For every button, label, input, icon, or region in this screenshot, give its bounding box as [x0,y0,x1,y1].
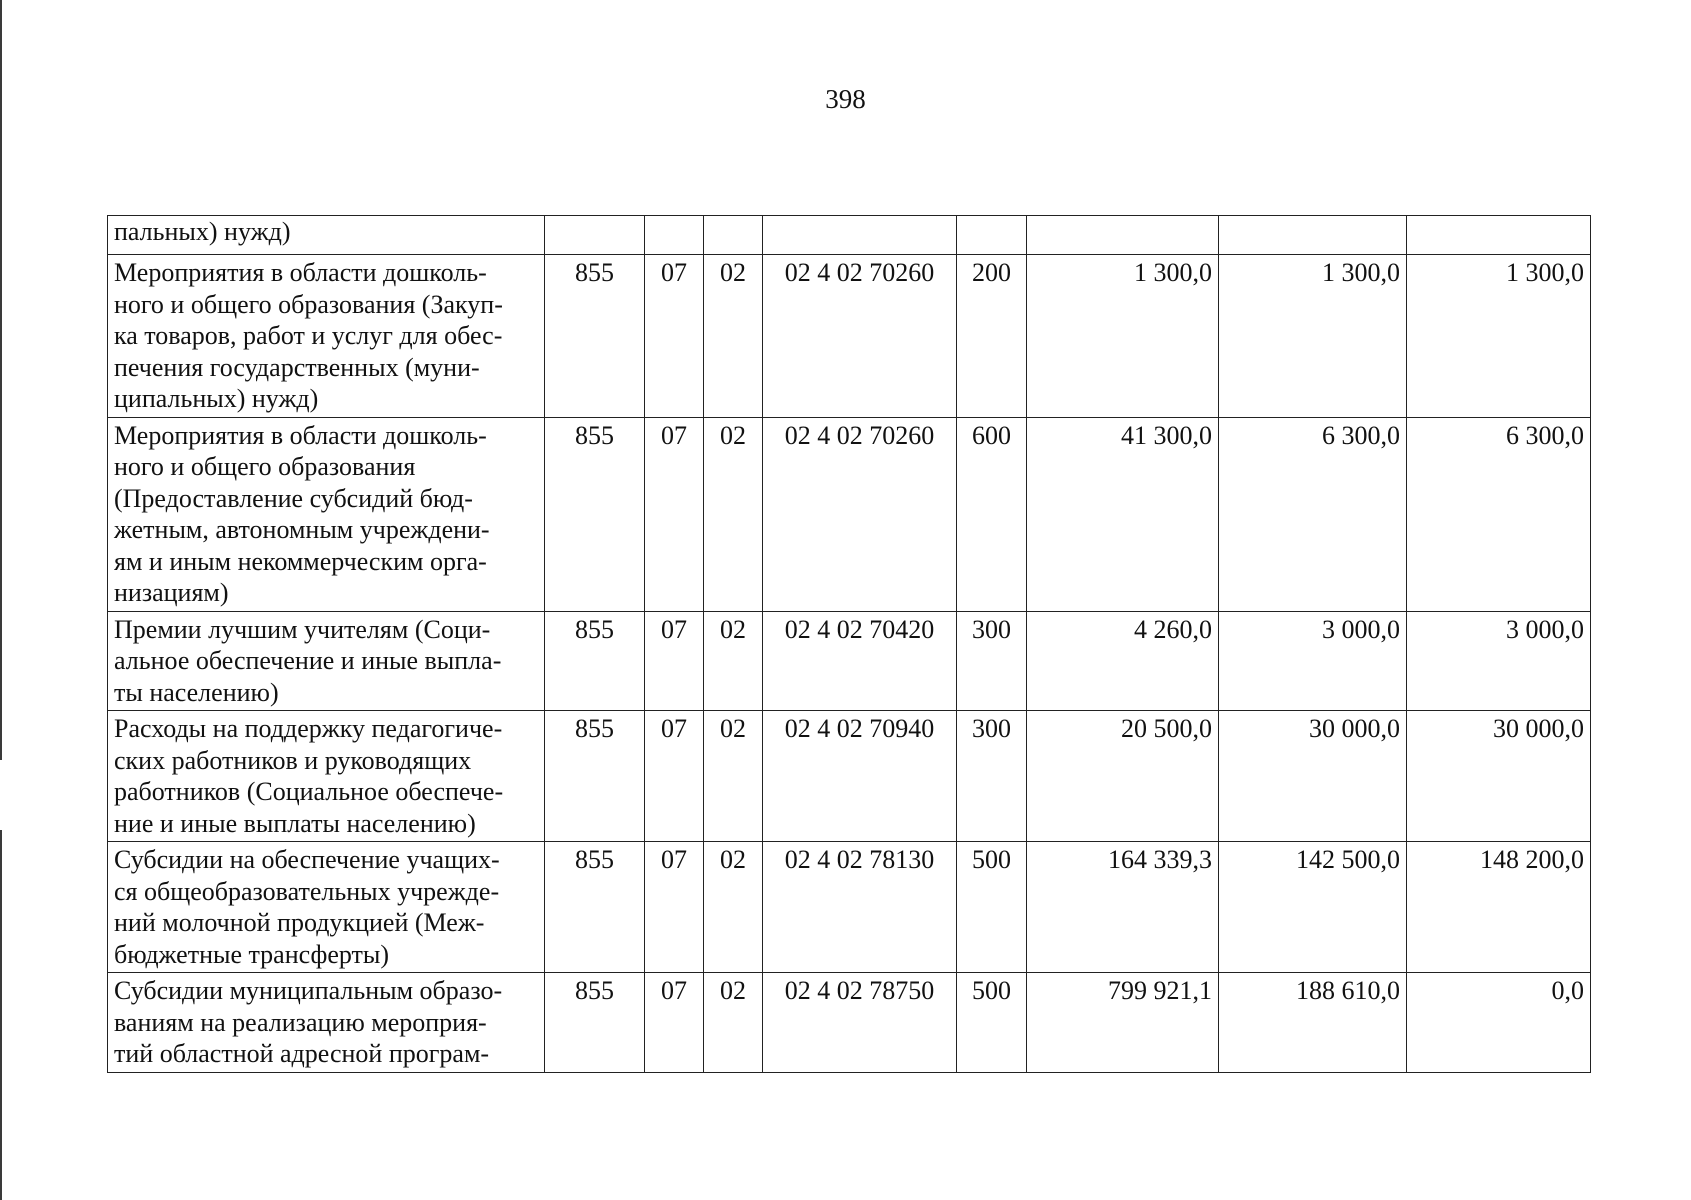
ministry-code-cell: 855 [545,417,645,611]
section-code-cell: 07 [645,842,704,973]
expense-name-cell [108,842,545,973]
ministry-code-cell [545,216,645,255]
amount-year-2-cell: 6 300,0 [1219,417,1407,611]
target-article-cell: 02 4 02 70420 [763,611,957,711]
section-code-cell [645,216,704,255]
expense-name-cell [108,711,545,842]
subsection-code-cell: 02 [704,611,763,711]
expense-type-cell: 300 [957,711,1027,842]
scan-edge-gap [0,760,2,830]
expense-type-cell: 500 [957,973,1027,1073]
expense-name-cell [108,255,545,418]
amount-year-1-cell: 164 339,3 [1027,842,1219,973]
expense-name-line: жетным, автономным учреждени- [114,515,490,544]
amount-year-2-cell [1219,216,1407,255]
table-row [108,842,1591,973]
table-body [108,216,1591,1073]
expense-name-line: Мероприятия в области дошколь- [114,420,487,450]
expense-name-line: работников (Социальное обеспече- [114,777,504,806]
amount-year-2-cell: 142 500,0 [1219,842,1407,973]
expense-name-line: ципальных) нужд) [114,384,319,413]
amount-year-1-cell: 1 300,0 [1027,255,1219,418]
expense-type-cell: 600 [957,417,1027,611]
expense-type-cell [957,216,1027,255]
amount-year-3-cell: 1 300,0 [1407,255,1591,418]
table-row [108,973,1591,1073]
subsection-code-cell: 02 [704,711,763,842]
expense-name-line: ся общеобразовательных учрежде- [114,876,500,906]
ministry-code-cell: 855 [545,842,645,973]
expense-name-line: (Предоставление субсидий бюд- [114,483,473,513]
expense-name-line: Субсидии муниципальным образо- [114,976,503,1005]
ministry-code-cell: 855 [545,611,645,711]
target-article-cell: 02 4 02 70260 [763,255,957,418]
target-article-cell [763,216,957,255]
amount-year-1-cell: 4 260,0 [1027,611,1219,711]
expense-name-line: Премии лучшим учителям (Соци- [114,614,491,644]
expense-name-line: альное обеспечение и иные выпла- [114,646,502,675]
table-row [108,611,1591,711]
budget-table [107,215,1591,1073]
expense-name-cell [108,417,545,611]
amount-year-3-cell: 0,0 [1407,973,1591,1073]
page-number: 398 [825,84,866,114]
expense-name-line: Субсидии на обеспечение учащих- [114,845,500,874]
expense-type-cell: 200 [957,255,1027,418]
table-row [108,417,1591,611]
expense-name-line: ного и общего образования [114,452,416,481]
amount-year-1-cell [1027,216,1219,255]
expense-name-line: ного и общего образования (Закуп- [114,289,503,319]
expense-name-cell [108,216,545,255]
table-row [108,255,1591,418]
expense-name-cell [108,611,545,711]
expense-name-line: ям и иным некоммерческим орга- [114,546,487,576]
table-row [108,711,1591,842]
expense-name-line: бюджетные трансферты) [114,939,390,969]
expense-name-line: ваниям на реализацию мероприя- [114,1007,487,1037]
amount-year-2-cell: 1 300,0 [1219,255,1407,418]
expense-name-line: ты населению) [114,677,279,707]
amount-year-3-cell: 148 200,0 [1407,842,1591,973]
ministry-code-cell: 855 [545,973,645,1073]
expense-name-line: ний молочной продукцией (Меж- [114,908,485,937]
target-article-cell: 02 4 02 70260 [763,417,957,611]
amount-year-1-cell: 20 500,0 [1027,711,1219,842]
ministry-code-cell: 855 [545,711,645,842]
scan-edge-line [0,0,2,1200]
section-code-cell: 07 [645,417,704,611]
expense-name-line: тий областной адресной програм- [114,1039,490,1068]
amount-year-3-cell: 6 300,0 [1407,417,1591,611]
section-code-cell: 07 [645,711,704,842]
subsection-code-cell: 02 [704,842,763,973]
amount-year-3-cell [1407,216,1591,255]
expense-name-line: низациям) [114,578,229,607]
expense-type-cell: 300 [957,611,1027,711]
amount-year-1-cell: 41 300,0 [1027,417,1219,611]
section-code-cell: 07 [645,611,704,711]
subsection-code-cell: 02 [704,973,763,1073]
amount-year-2-cell: 188 610,0 [1219,973,1407,1073]
expense-name-line: ние и иные выплаты населению) [114,808,476,838]
amount-year-2-cell: 3 000,0 [1219,611,1407,711]
section-code-cell: 07 [645,973,704,1073]
expense-name-cell [108,973,545,1073]
expense-type-cell: 500 [957,842,1027,973]
expense-name-line: пальных) нужд) [114,217,291,246]
expense-name-line: Расходы на поддержку педагогиче- [114,714,503,743]
target-article-cell: 02 4 02 70940 [763,711,957,842]
amount-year-1-cell: 799 921,1 [1027,973,1219,1073]
section-code-cell: 07 [645,255,704,418]
amount-year-3-cell: 3 000,0 [1407,611,1591,711]
ministry-code-cell: 855 [545,255,645,418]
amount-year-2-cell: 30 000,0 [1219,711,1407,842]
target-article-cell: 02 4 02 78130 [763,842,957,973]
subsection-code-cell: 02 [704,255,763,418]
expense-name-line: печения государственных (муни- [114,352,480,382]
table-row [108,216,1591,255]
subsection-code-cell: 02 [704,417,763,611]
expense-name-line: Мероприятия в области дошколь- [114,258,487,287]
target-article-cell: 02 4 02 78750 [763,973,957,1073]
expense-name-line: ка товаров, работ и услуг для обес- [114,321,503,350]
expense-name-line: ских работников и руководящих [114,745,472,775]
subsection-code-cell [704,216,763,255]
amount-year-3-cell: 30 000,0 [1407,711,1591,842]
